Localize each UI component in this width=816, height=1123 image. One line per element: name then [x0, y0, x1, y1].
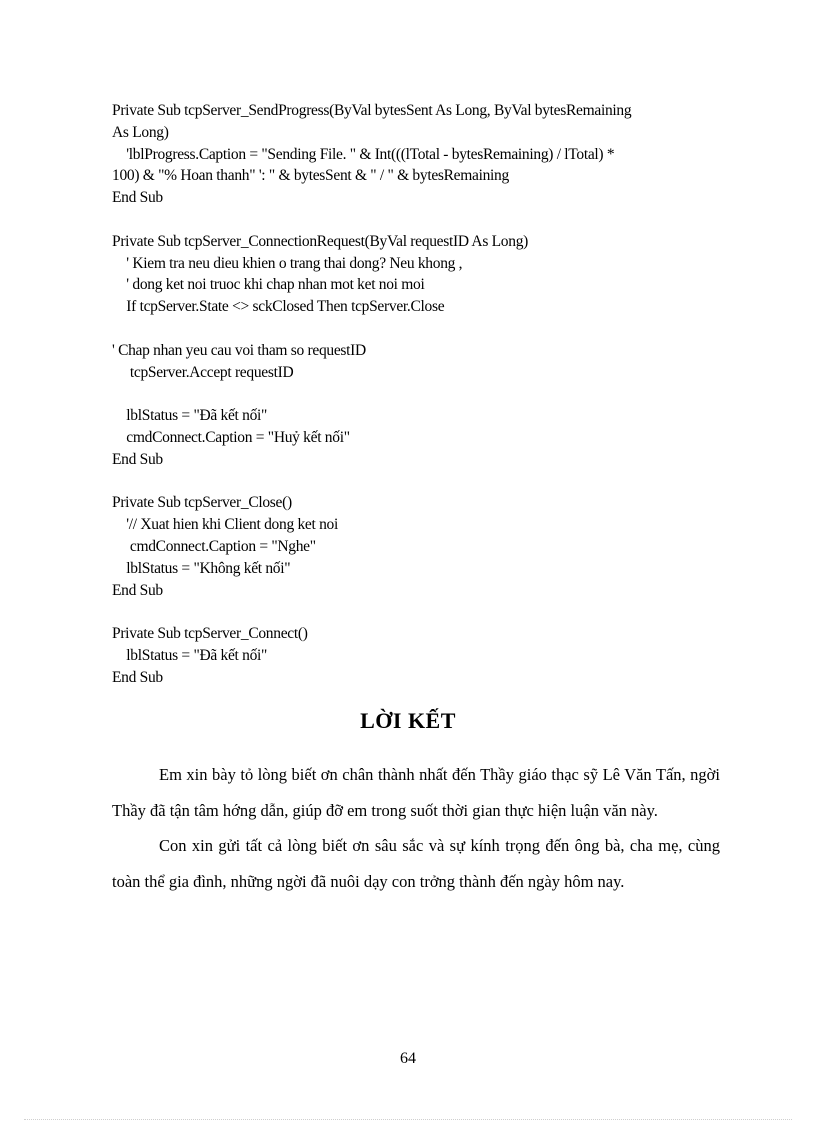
code-line: '// Xuat hien khi Client dong ket noi [112, 516, 338, 534]
code-line: 100) & "% Hoan thanh" ': " & bytesSent & " / " & bytesRemaining [112, 167, 509, 185]
code-line: Private Sub tcpServer_Close() [112, 494, 292, 512]
code-line: cmdConnect.Caption = "Nghe" [112, 537, 316, 555]
code-line: End Sub [112, 581, 163, 599]
page-number: 64 [400, 1050, 416, 1067]
paragraph: Em xin bày tỏ lòng biết ơn chân thành nhất đến Thầy giáo thạc sỹ Lê Văn Tấn, ngời Thầy đã tận tâm hớng dẫn, giúp đỡ em trong suốt thời gian thực hiện luận văn này. [112, 765, 720, 820]
code-line [112, 471, 732, 493]
code-line: End Sub [112, 668, 163, 686]
code-line: lblStatus = "Đã kết nối" [112, 646, 268, 664]
code-line: lblStatus = "Không kết nối" [112, 559, 291, 577]
code-line: ' Chap nhan yeu cau voi tham so requestID [112, 341, 366, 359]
code-line [112, 209, 732, 231]
page-bottom-divider [24, 1119, 792, 1120]
code-line: cmdConnect.Caption = "Huỷ kết nối" [112, 428, 350, 446]
code-line: ' Kiem tra neu dieu khien o trang thai dong? Neu khong , [112, 254, 463, 272]
paragraph: Con xin gửi tất cả lòng biết ơn sâu sắc và sự kính trọng đến ông bà, cha mẹ, cùng toàn thể gia đình, những ngời đã nuôi dạy con trởng thành đến ngày hôm nay. [112, 836, 720, 891]
closing-remarks [112, 757, 720, 899]
code-line: Private Sub tcpServer_SendProgress(ByVal bytesSent As Long, ByVal bytesRemaining [112, 102, 632, 119]
section-heading: LỜI KẾT [360, 708, 456, 733]
code-line: 'lblProgress.Caption = "Sending File. " & Int(((lTotal - bytesRemaining) / lTotal) * [112, 145, 615, 163]
code-line [112, 383, 732, 405]
code-line: lblStatus = "Đã kết nối" [112, 407, 268, 425]
code-line: End Sub [112, 189, 163, 207]
code-line [112, 318, 732, 340]
code-line: End Sub [112, 450, 163, 468]
code-line: ' dong ket noi truoc khi chap nhan mot ket noi moi [112, 276, 425, 294]
code-line: If tcpServer.State <> sckClosed Then tcpServer.Close [112, 298, 445, 316]
code-line: Private Sub tcpServer_ConnectionRequest(ByVal requestID As Long) [112, 232, 529, 250]
code-line: Private Sub tcpServer_Connect() [112, 625, 308, 643]
code-listing [112, 100, 732, 689]
code-line: As Long) [112, 123, 169, 141]
code-line: tcpServer.Accept requestID [112, 363, 294, 381]
code-line [112, 601, 732, 623]
